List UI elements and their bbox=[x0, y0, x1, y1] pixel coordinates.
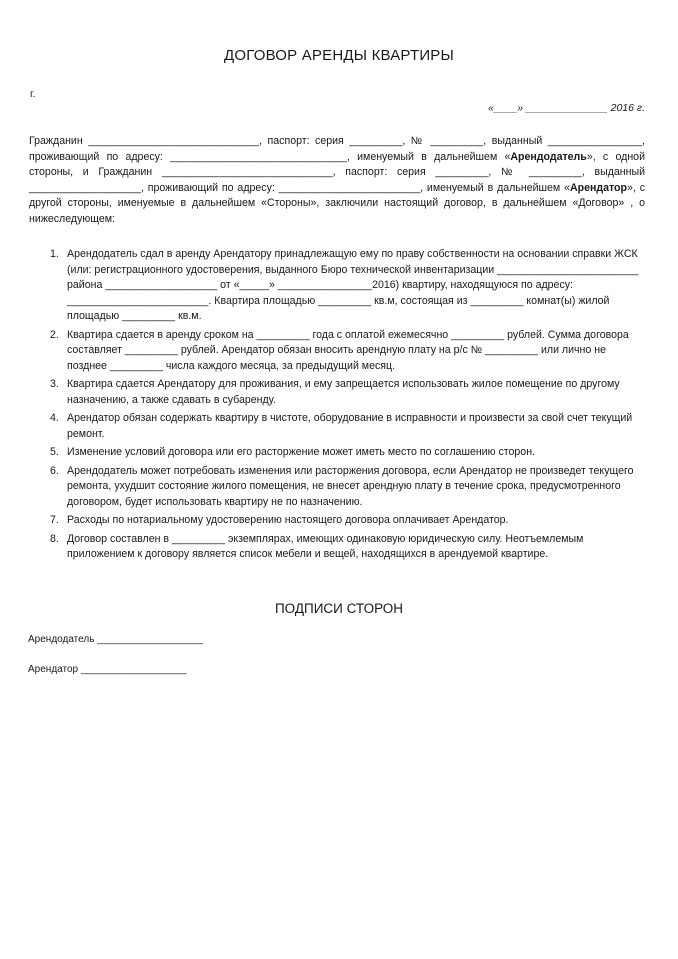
intro-paragraph bbox=[29, 134, 645, 227]
item-number: 7. bbox=[50, 514, 59, 526]
list-item bbox=[29, 328, 647, 375]
item-number: 4. bbox=[50, 412, 59, 424]
tenant-signature-line: Арендатор ___________________ bbox=[28, 664, 187, 675]
item-text: Арендодатель может потребовать изменения или расторжения договора, если Арендатор не произведет текущего ремонта, ухудшит состояние жилого помещения, не внесет арендную плату в течение срока, предусмотренного договором, будет использовать квартиру не по назначению. bbox=[67, 464, 634, 508]
list-item bbox=[29, 532, 647, 563]
item-number: 2. bbox=[50, 328, 59, 341]
landlord-signature-line: Арендодатель ___________________ bbox=[28, 634, 203, 645]
item-text: Договор составлен в _________ экземплярах, имеющих одинаковую юридическую силу. Неотъемлемым приложением к договору является список мебели и вещей, находящихся в арендуемой квартире. bbox=[67, 532, 584, 560]
list-item bbox=[29, 377, 647, 408]
intro-part-1: Гражданин _____________________________, паспорт: серия _________, № _________, выданный ________________, проживающий по адресу: ______________________________, именуемый в дальнейшем « bbox=[29, 135, 645, 163]
item-text: Арендатор обязан содержать квартиру в чистоте, оборудование в исправности и произвести за свой счет текущий ремонт. bbox=[67, 412, 633, 440]
item-text: Арендодатель сдал в аренду Арендатору принадлежащую ему по праву собственности на основании справки ЖСК (или: регистрационного удостоверения, выданного Бюро технической инвентаризации ________________________ района ___________________ от «_____» ________________2016) квартиру, находящуюся по адресу: ________________________. Квартира площадью _________ кв.м, состоящая из _________ комнат(ы) жилой площадью _________ кв.м. bbox=[67, 248, 639, 322]
landlord-term: Арендодатель bbox=[510, 150, 587, 163]
document-title: ДОГОВОР АРЕНДЫ КВАРТИРЫ bbox=[224, 47, 454, 64]
terms-list bbox=[29, 247, 647, 566]
city-label: г. bbox=[30, 88, 36, 100]
item-text: Квартира сдается в аренду сроком на _________ года с оплатой ежемесячно _________ рублей. Сумма договора составляет _________ рублей. Арендатор обязан вносить арендную плату на р/с № _________ или лично не позднее _________ числа каждого месяца, за предыдущий месяц. bbox=[67, 328, 629, 372]
intro-part-2: », с одной стороны, и Гражданин _____________________________, паспорт: серия _________, № _________, выданный ___________________, проживающий по адресу: ________________________, именуемый в дальнейшем « bbox=[29, 150, 645, 194]
list-item bbox=[29, 247, 647, 325]
intro-part-3: », с другой стороны, именуемые в дальнейшем «Стороны», заключили настоящий договор, в дальнейшем «Договор» , о нижеследующем: bbox=[29, 181, 646, 225]
item-number: 1. bbox=[50, 248, 59, 260]
item-number: 6. bbox=[50, 464, 59, 477]
list-item bbox=[29, 411, 647, 442]
item-text: Изменение условий договора или его расторжение может иметь место по соглашению сторон. bbox=[67, 446, 535, 458]
list-item bbox=[29, 445, 647, 461]
item-text: Квартира сдается Арендатору для проживания, и ему запрещается использовать жилое помещение по другому назначению, а также сдавать в субаренду. bbox=[67, 378, 620, 406]
contract-date: «____» ______________ 2016 г. bbox=[488, 102, 645, 114]
tenant-term: Арендатор bbox=[569, 181, 627, 194]
signatures-heading: ПОДПИСИ СТОРОН bbox=[274, 601, 404, 616]
item-number: 3. bbox=[50, 378, 59, 390]
item-number: 5. bbox=[50, 446, 59, 458]
list-item bbox=[29, 513, 647, 529]
item-text: Расходы по нотариальному удостоверению настоящего договора оплачивает Арендатор. bbox=[67, 514, 509, 526]
list-item bbox=[29, 464, 647, 511]
item-number: 8. bbox=[50, 532, 59, 545]
